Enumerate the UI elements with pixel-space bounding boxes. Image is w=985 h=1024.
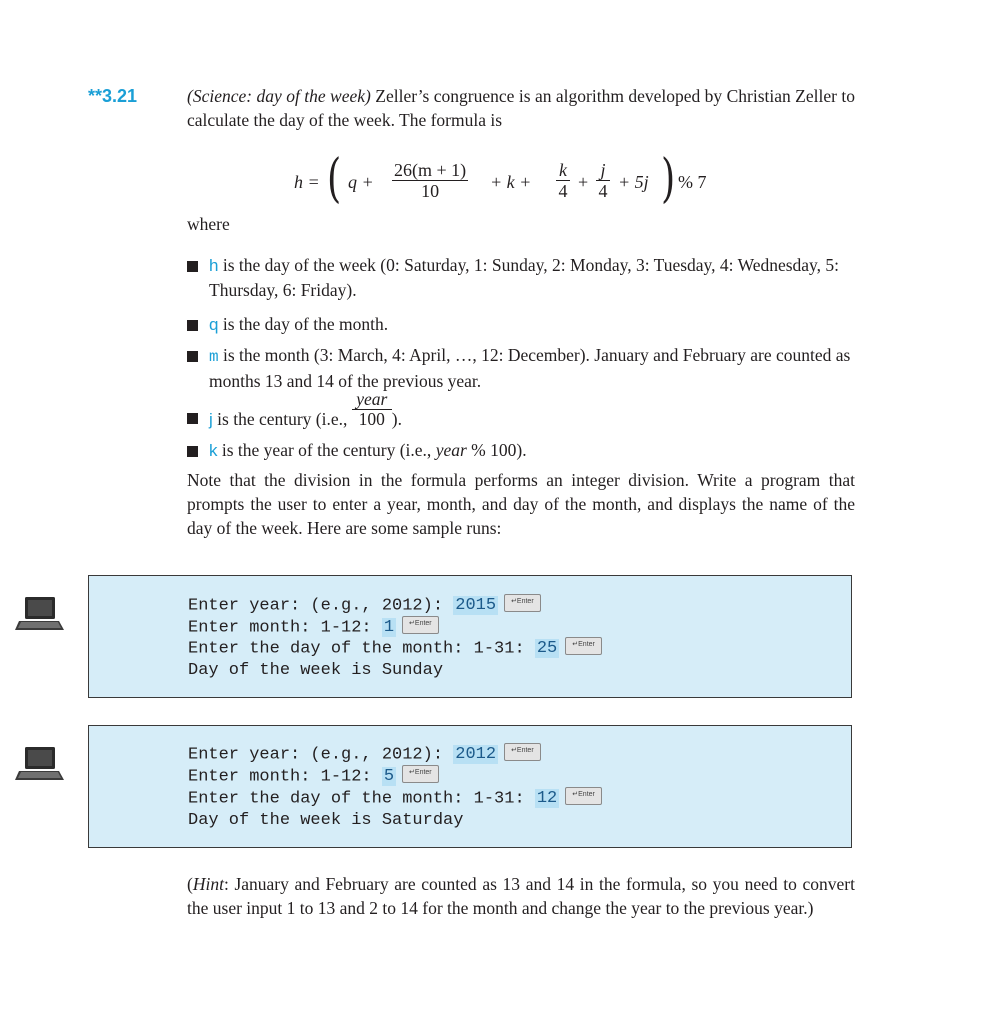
user-input: 1 <box>383 618 395 638</box>
exercise-number: **3.21 <box>88 86 138 106</box>
bullet-square-icon <box>187 261 198 272</box>
bullet-text: j is the century (i.e., year 100 ). <box>209 389 402 429</box>
user-input: 25 <box>536 639 558 659</box>
exercise-intro <box>187 84 855 132</box>
fraction-numerator: j <box>596 160 610 181</box>
hint-label: Hint <box>192 874 224 894</box>
user-input: 12 <box>536 789 558 809</box>
bullet-square-icon <box>187 320 198 331</box>
bullet-text: m is the month (3: March, 4: April, …, 12: December). January and February are counted as months 13 and 14 of the previous year. <box>209 345 851 391</box>
bullet-j <box>187 389 855 435</box>
sample-run-1 <box>88 575 852 698</box>
enter-key-icon: ↵Enter <box>504 594 541 612</box>
bullet-text: k is the year of the century (i.e., year % 100). <box>209 440 527 460</box>
formula-lhs: h = <box>294 172 320 192</box>
formula-plus-k: + k + <box>490 172 532 192</box>
fraction-numerator: 26(m + 1) <box>394 160 467 180</box>
formula-right-paren: ) <box>661 149 676 209</box>
intro-text: Zeller’s congruence is an algorithm developed by Christian Zeller to calculate the day of the week. The formula is <box>187 86 855 130</box>
bullet-text: h is the day of the week (0: Saturday, 1: Sunday, 2: Monday, 3: Tuesday, 4: Wednesday, 5: Thursday, 6: Friday). <box>209 255 840 300</box>
formula-five-j: + 5j <box>618 172 649 192</box>
formula-plus: + <box>578 172 589 192</box>
run-line: Enter year: (e.g., 2012): 2015 ↵Enter <box>188 596 541 615</box>
formula-q-term: q + <box>348 172 374 192</box>
where-label: where <box>187 214 230 234</box>
formula-fraction-26m <box>392 160 468 201</box>
run-line: Enter the day of the month: 1-31: 25 ↵Enter <box>188 639 602 658</box>
var-name: k <box>209 441 218 460</box>
enter-key-icon: ↵Enter <box>402 765 439 783</box>
bullet-m <box>187 343 855 393</box>
user-input: 2012 <box>455 745 497 765</box>
run-line: Enter the day of the month: 1-31: 12 ↵Enter <box>188 789 602 808</box>
bullet-q <box>187 312 855 338</box>
bullet-square-icon <box>187 413 198 424</box>
run-output: Day of the week is Sunday <box>188 661 444 680</box>
bullet-square-icon <box>187 351 198 362</box>
formula-fraction-j <box>596 160 610 201</box>
fraction-denominator: 10 <box>421 181 440 201</box>
laptop-icon <box>15 595 65 633</box>
bullet-k <box>187 438 855 464</box>
bullet-h <box>187 253 855 303</box>
zeller-formula <box>292 150 732 216</box>
bullet-text: q is the day of the month. <box>209 314 389 334</box>
fraction-denominator: 4 <box>598 181 608 201</box>
enter-key-icon: ↵Enter <box>504 743 541 761</box>
var-name: h <box>209 256 219 275</box>
run-line: Enter month: 1-12: 1 ↵Enter <box>188 618 439 637</box>
var-name: m <box>209 348 219 366</box>
enter-key-icon: ↵Enter <box>402 616 439 634</box>
hint-paragraph: (Hint: January and February are counted as 13 and 14 in the formula, so you need to convert the user input 1 to 13 and 2 to 14 for the month and change the year to the previous year.) <box>187 874 855 918</box>
var-name: j <box>209 410 213 429</box>
note-paragraph: Note that the division in the formula performs an integer division. Write a program that prompts the user to enter a year, month, and day of the month, and displays the name of the day of the week. Here are some sample runs: <box>187 470 855 538</box>
sample-run-2 <box>88 725 852 848</box>
formula-left-paren: ( <box>327 149 342 209</box>
user-input: 2015 <box>455 596 497 616</box>
year-over-100-fraction: year 100 <box>352 405 392 425</box>
enter-key-icon: ↵Enter <box>565 787 602 805</box>
user-input: 5 <box>383 767 395 787</box>
exercise-title: (Science: day of the week) <box>187 86 371 106</box>
enter-key-icon: ↵Enter <box>565 637 602 655</box>
run-output: Day of the week is Saturday <box>188 811 464 830</box>
fraction-denominator: 4 <box>558 181 568 201</box>
var-name: q <box>209 315 219 334</box>
fraction-numerator: k <box>556 160 570 181</box>
run-line: Enter year: (e.g., 2012): 2012 ↵Enter <box>188 745 541 764</box>
laptop-icon <box>15 745 65 783</box>
formula-fraction-k <box>556 160 570 201</box>
run-line: Enter month: 1-12: 5 ↵Enter <box>188 767 439 786</box>
bullet-square-icon <box>187 446 198 457</box>
formula-mod: % 7 <box>678 172 707 192</box>
